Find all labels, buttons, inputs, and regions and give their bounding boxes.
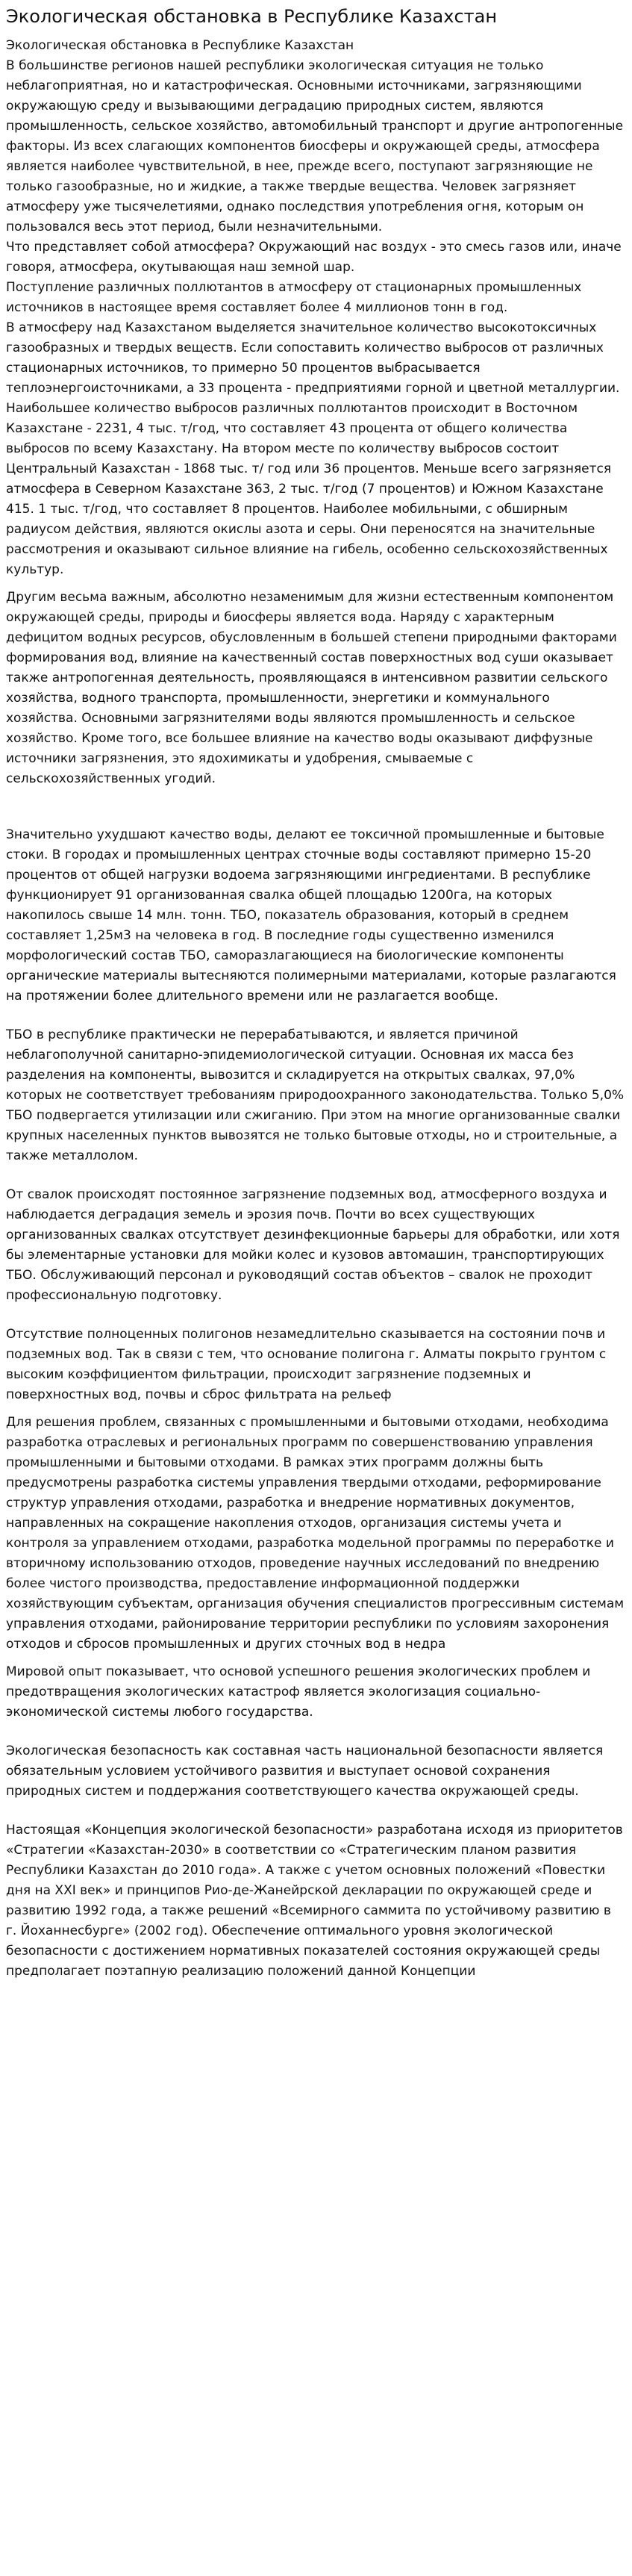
paragraph-tbo-processing: ТБО в республике практически не перерабатываются, и является причиной неблагополучной санитарно-эпидемиологической ситуации. Основная их масса без разделения на компоненты, вывозится и складируется на открытых свалках, 97,0% которых не соответствует требованиям природоохранного законодательства. Только 5,0% ТБО подвергается утилизации или сжиганию. При этом на многие организованные свалки крупных населенных пунктов вывозятся не только бытовые отходы, но и строительные, а также металлолом.: [6, 1027, 625, 1163]
paragraph-landfill-pollution: От свалок происходят постоянное загрязнение подземных вод, атмосферного воздуха и наблюдается деградация земель и эрозия почв. Почти во всех существующих организованных свалках отсутствует дезинфекционные барьеры для обработки, или хотя бы элементарные установки для мойки колес и кузовов автомашин, транспортирующих ТБО. Обслуживающий персонал и руководящий состав объектов – свалок не проходит профессиональную подготовку.: [6, 1187, 620, 1303]
page-title: Экологическая обстановка в Республике Казахстан: [6, 6, 498, 27]
paragraph-waste-programs: Для решения проблем, связанных с промышленными и бытовыми отходами, необходима разработка отраслевых и региональных программ по совершенствованию управления промышленными и бытовыми отходами. В рамках этих программ должны быть предусмотрены разработка системы управления твердыми отходами, реформирование структур управления отходами, разработка и внедрение нормативных документов, направленных на сокращение накопления отходов, организация системы учета и контроля за управлением отходами, разработка модельной программы по переработке и вторичному использованию отходов, проведение научных исследований по внедрению более чистого производства, предоставление информационной поддержки хозяйствующим субъектам, организация обучения специалистов прогрессивным системам управления отходами, районирование территории республики по условиям захоронения отходов и сбросов промышленных и других сточных вод в недра: [6, 1415, 625, 1652]
paragraph-intro-atmosphere: Экологическая обстановка в Республике Казахстан В большинстве регионов нашей республики экологическая ситуация не только неблагоприятная, но и катастрофическая. Основными источниками, загрязняющими окружающую среду и вызывающими деградацию природных систем, являются промышленность, сельское хозяйство, автомобильный транспорт и другие антропогенные факторы. Из всех слагающих компонентов биосферы и окружающей среды, атмосфера является наиболее чувствительной, в нее, прежде всего, поступают загрязняющие не только газообразные, но и жидкие, а также твердые вещества. Человек загрязняет атмосферу уже тысячелетиями, однако последствия употребления огня, которым он пользовался весь этот период, были незначительными. Что представляет собой атмосфера? Окружающий нас воздух - это смесь газов или, иначе говоря, атмосфера, окутывающая наш земной шар. Поступление различных поллютантов в атмосферу от стационарных промышленных источников в настоящее время составляет более 4 миллионов тонн в год. В атмосферу над Казахстаном выделяется значительное количество высокотоксичных газообразных и твердых веществ. Если сопоставить количество выбросов от различных стационарных источников, то примерно 50 процентов выбрасывается теплоэнергоисточниками, а 33 процента - предприятиями горной и цветной металлургии. Наибольшее количество выбросов различных поллютантов происходит в Восточном Казахстане - 2231, 4 тыс. т/год, что составляет 43 процента от общего количества выбросов по всему Казахстану. На втором месте по количеству выбросов состоит Центральный Казахстан - 1868 тыс. т/ год или 36 процентов. Меньше всего загрязняется атмосфера в Северном Казахстане 363, 2 тыс. т/год (7 процентов) и Южном Казахстане 415. 1 тыс. т/год, что составляет 8 процентов. Наиболее мобильными, с обширным радиусом действия, являются окислы азота и серы. Они переносятся на значительные рассмотрения и оказывают сильное влияние на гибель, особенно сельскохозяйственных культур.: [6, 38, 624, 577]
paragraph-world-experience: Мировой опыт показывает, что основой успешного решения экологических проблем и предотвращения экологических катастроф является экологизация социально-экономической системы любого государства.: [6, 1664, 591, 1720]
paragraph-water: Другим весьма важным, абсолютно незаменимым для жизни естественным компонентом окружающей среды, природы и биосферы является вода. Наряду с характерным дефицитом водных ресурсов, обусловленным в большей степени природными факторами формирования вод, влияние на качественный состав поверхностных вод суши оказывает также антропогенная деятельность, проявляющаяся в интенсивном развитии сельского хозяйства, водного транспорта, промышленности, энергетики и коммунального хозяйства. Основными загрязнителями воды являются промышленность и сельское хозяйство. Кроме того, все большее влияние на качество воды оказывают диффузные источники загрязнения, это ядохимикаты и удобрения, смываемые с сельскохозяйственных угодий.: [6, 590, 617, 786]
paragraph-ecological-safety: Экологическая безопасность как составная часть национальной безопасности является обязательным условием устойчивого развития и выступает основой сохранения природных систем и поддержания соответствующего качества окружающей среды.: [6, 1743, 604, 1799]
paragraph-concept: Настоящая «Концепция экологической безопасности» разработана исходя из приоритетов «Стратегии «Казахстан-2030» в соответствии со «Стратегическим планом развития Республики Казахстан до 2010 года». А также с учетом основных положений «Повестки дня на XXI век» и принципов Рио-де-Жанейрской декларации по окружающей среде и развитию 1992 года, а также решений «Всемирного саммита по устойчивому развитию в г. Йоханнесбурге» (2002 год). Обеспечение оптимального уровня экологической безопасности с достижением нормативных показателей состояния окружающей среды предполагает поэтапную реализацию положений данной Концепции: [6, 1823, 623, 1979]
paragraph-polygons: Отсутствие полноценных полигонов незамедлительно сказывается на состоянии почв и подземных вод. Так в связи с тем, что основание полигона г. Алматы покрыто грунтом с высоким коэффициентом фильтрации, происходит загрязнение подземных и поверхностных вод, почвы и сброс фильтрата на рельеф: [6, 1327, 607, 1402]
paragraph-waste-landfills: Значительно ухудшают качество воды, делают ее токсичной промышленные и бытовые стоки. В городах и промышленных центрах сточные воды составляют примерно 15-20 процентов от общей нагрузки водоема загрязняющими ингредиентами. В республике функционирует 91 организованная свалка общей площадью 1200га, на которых накопилось свыше 14 млн. тонн. ТБО, показатель образования, который в среднем составляет 1,25м3 на человека в год. В последние годы существенно изменился морфологический состав ТБО, саморазлагающиеся на биологические компоненты органические материалы вытесняются полимерными материалами, которые разлагаются на протяжении более длительного времени или не разлагается вообще.: [6, 827, 616, 1004]
